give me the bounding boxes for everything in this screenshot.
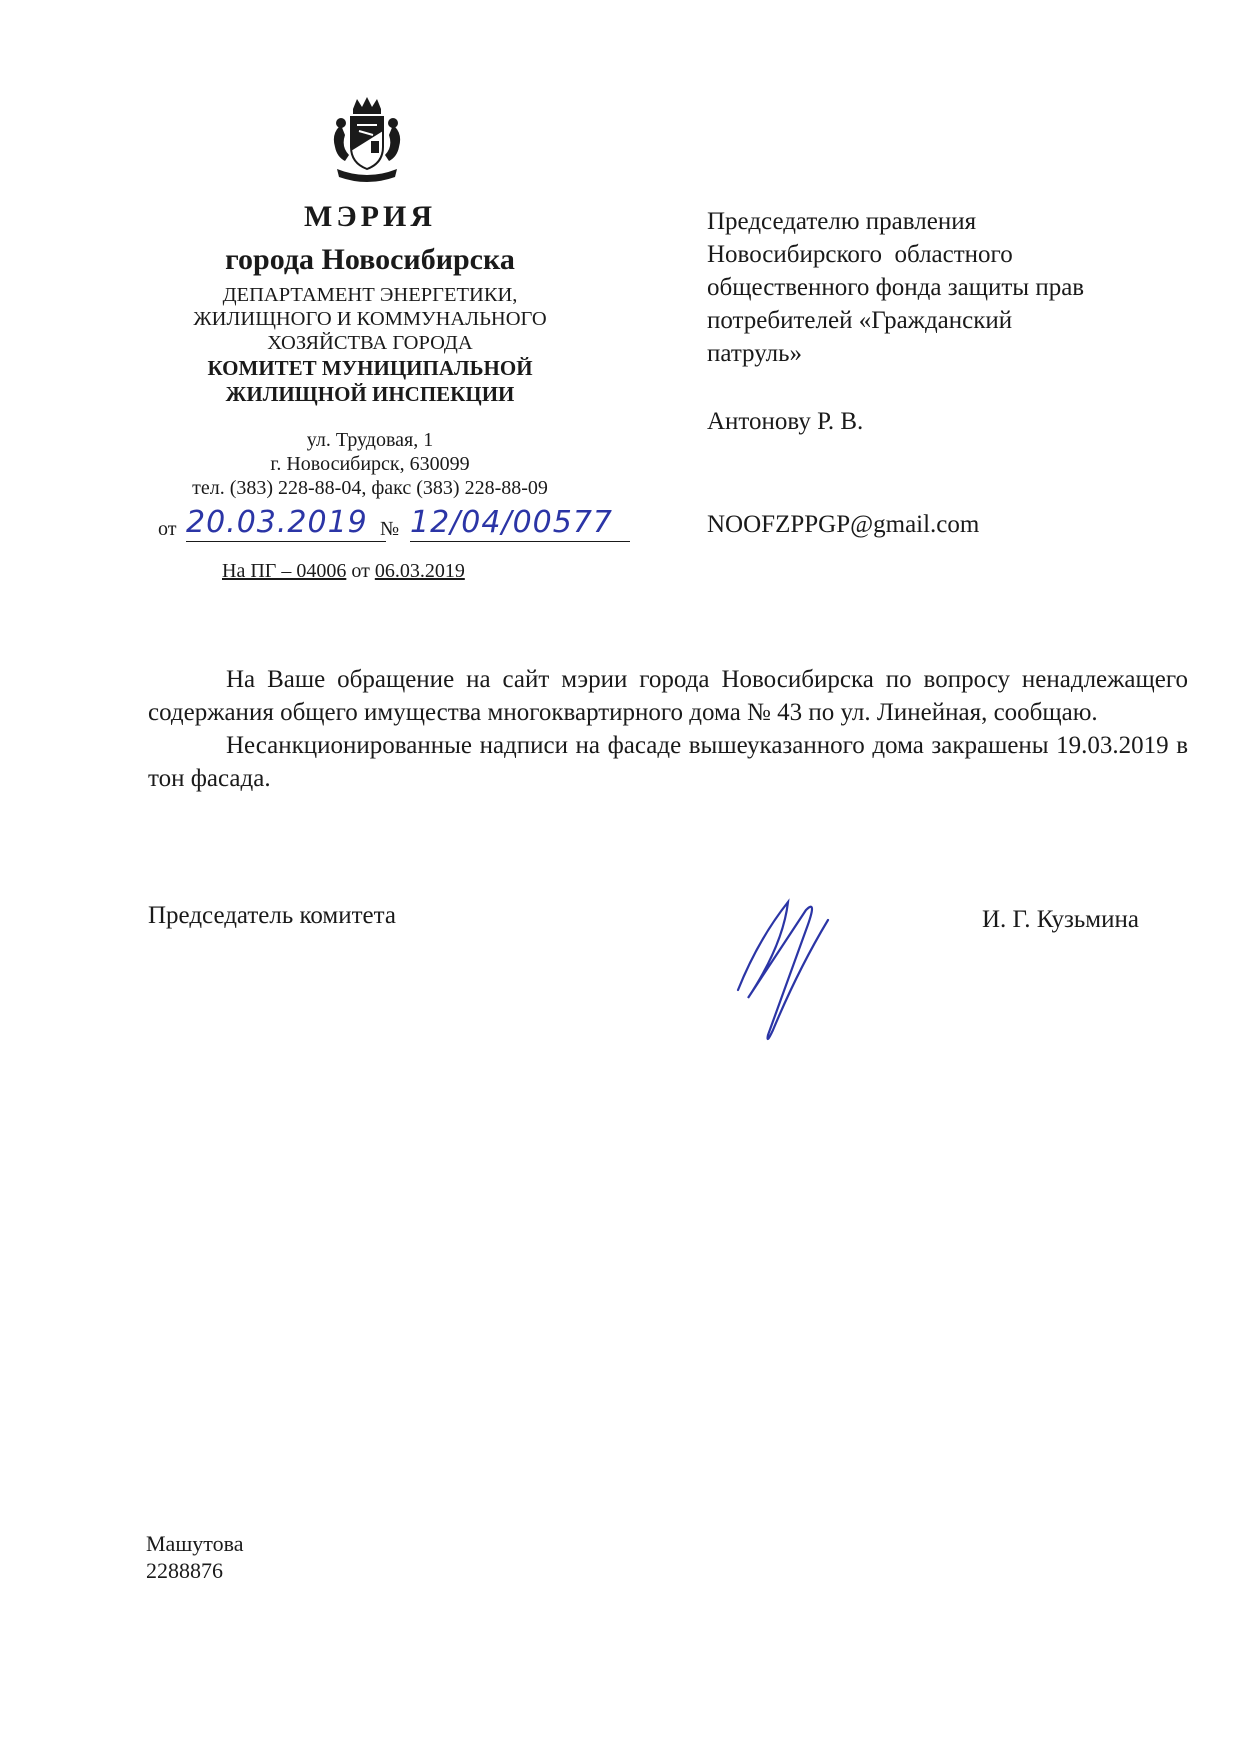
- body-paragraph-1: На Ваше обращение на сайт мэрии города Новосибирска по вопросу ненадлежащего содержания общего имущества многоквартирного дома № 43 по ул. Линейная, сообщаю.: [148, 666, 1188, 726]
- recipient-email[interactable]: NOOFZPPGP@gmail.com: [707, 511, 980, 538]
- address-line-2: г. Новосибирск, 630099: [270, 453, 470, 475]
- reference-prefix: На ПГ – 04006: [222, 560, 347, 582]
- department-line-1: ДЕПАРТАМЕНТ ЭНЕРГЕТИКИ,: [222, 284, 518, 306]
- reference-from-date: 06.03.2019: [374, 560, 465, 582]
- organization-title: МЭРИЯ: [304, 200, 436, 233]
- reference-line: [222, 560, 465, 583]
- letter-body: [148, 663, 1188, 795]
- recipient-line-5: патруль»: [707, 340, 803, 367]
- signatory-name: И. Г. Кузьмина: [982, 906, 1139, 933]
- address-line-3: тел. (383) 228-88-04, факс (383) 228-88-09: [192, 477, 548, 499]
- executor-name: Машутова: [146, 1531, 244, 1556]
- recipient-name: Антонову Р. В.: [707, 408, 864, 435]
- recipient-line-4: потребителей «Гражданский: [707, 307, 1013, 334]
- department-line-3: ХОЗЯЙСТВА ГОРОДА: [267, 332, 473, 354]
- address-line-1: ул. Трудовая, 1: [306, 429, 434, 451]
- date-handwritten: 20.03.2019: [186, 505, 386, 542]
- recipient-line-3: общественного фонда защиты прав: [707, 274, 1085, 301]
- recipient-line-2: Новосибирского областного: [707, 241, 1013, 268]
- department-line-2: ЖИЛИЩНОГО И КОММУНАЛЬНОГО: [193, 308, 547, 330]
- body-paragraph-2: Несанкционированные надписи на фасаде вышеуказанного дома закрашены 19.03.2019 в тон фасада.: [148, 732, 1188, 792]
- signatory-position: Председатель комитета: [148, 902, 396, 929]
- executor-phone: 2288876: [146, 1558, 223, 1583]
- organization-city: города Новосибирска: [225, 243, 515, 276]
- coat-of-arms-icon: [327, 95, 407, 187]
- committee-line-1: КОМИТЕТ МУНИЦИПАЛЬНОЙ: [207, 356, 533, 380]
- handwritten-signature-icon: [728, 890, 858, 1050]
- date-prefix: от: [158, 518, 177, 540]
- recipient-line-1: Председателю правления: [707, 208, 977, 235]
- reference-from-label: от: [351, 560, 370, 582]
- number-handwritten: 12/04/00577: [410, 505, 630, 542]
- committee-line-2: ЖИЛИЩНОЙ ИНСПЕКЦИИ: [225, 382, 515, 406]
- number-prefix: №: [380, 518, 400, 540]
